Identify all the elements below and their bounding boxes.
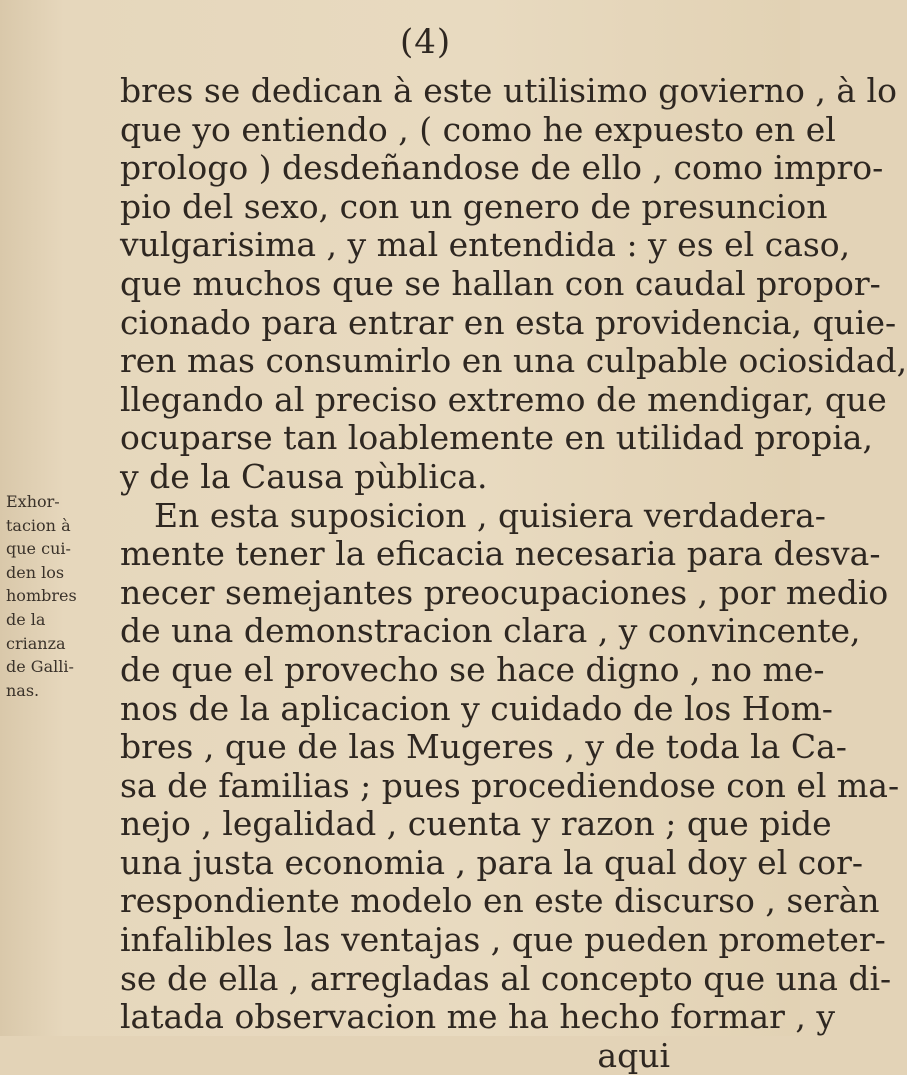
text-line: llegando al preciso extremo de mendigar, que [120, 379, 887, 419]
text-line: bres , que de las Mugeres , y de toda la Ca- [120, 727, 847, 767]
text-line: bres se dedican à este utilisimo govierno , à lo [120, 71, 897, 110]
margin-note [6, 490, 106, 702]
text-line: cionado para entrar en esta providencia, quie- [120, 302, 897, 342]
margin-note-line: Exhor- [6, 492, 60, 511]
paragraph-start-line: En esta suposicion , quisiera verdadera- [154, 495, 826, 535]
text-line: vulgarisima , y mal entendida : y es el caso, [120, 225, 851, 265]
text-line: infalibles las ventajas , que pueden prometer- [120, 920, 886, 960]
margin-note-line: hombres [6, 586, 77, 606]
margin-note-line: de la [6, 609, 46, 629]
text-line: necer semejantes preocupaciones , por medio [120, 572, 889, 612]
text-line: nejo , legalidad , cuenta y razon ; que pide [120, 804, 832, 844]
margin-note-line: de Galli- [6, 657, 74, 677]
text-line: latada observacion me ha hecho formar , y [120, 997, 835, 1037]
text-line: prologo ) desdeñandose de ello , como impro- [120, 148, 884, 188]
text-line: mente tener la eficacia necesaria para desva- [120, 534, 881, 574]
text-line: que yo entiendo , ( como he expuesto en el [120, 109, 836, 149]
text-line: ocuparse tan loablemente en utilidad propia, [120, 418, 873, 458]
text-line: sa de familias ; pues procediendose con el ma- [120, 765, 900, 805]
text-line: se de ella , arregladas al concepto que una di- [120, 958, 892, 998]
catchword: aqui [597, 1035, 670, 1075]
margin-note-line: nas. [6, 680, 40, 700]
text-line: de una demonstracion clara , y convincente, [120, 611, 861, 651]
page-number: (4) [400, 22, 452, 62]
text-line: respondiente modelo en este discurso , seràn [120, 881, 880, 921]
text-line: pio del sexo, con un genero de presuncion [120, 186, 828, 226]
text-line: de que el provecho se hace digno , no me- [120, 649, 825, 689]
margin-note-line: tacion à [6, 515, 71, 535]
text-line: una justa economia , para la qual doy el cor- [120, 842, 864, 882]
text-line: y de la Causa pùblica. [120, 456, 488, 496]
text-line: ren mas consumirlo en una culpable ociosidad, [120, 341, 907, 381]
margin-note-line: den los [6, 562, 65, 582]
body-text [120, 71, 907, 1075]
margin-note-line: crianza [6, 633, 66, 653]
margin-note-line: que cui- [6, 539, 71, 559]
text-line: que muchos que se hallan con caudal propor- [120, 263, 881, 303]
text-line: nos de la aplicacion y cuidado de los Hom- [120, 688, 833, 728]
